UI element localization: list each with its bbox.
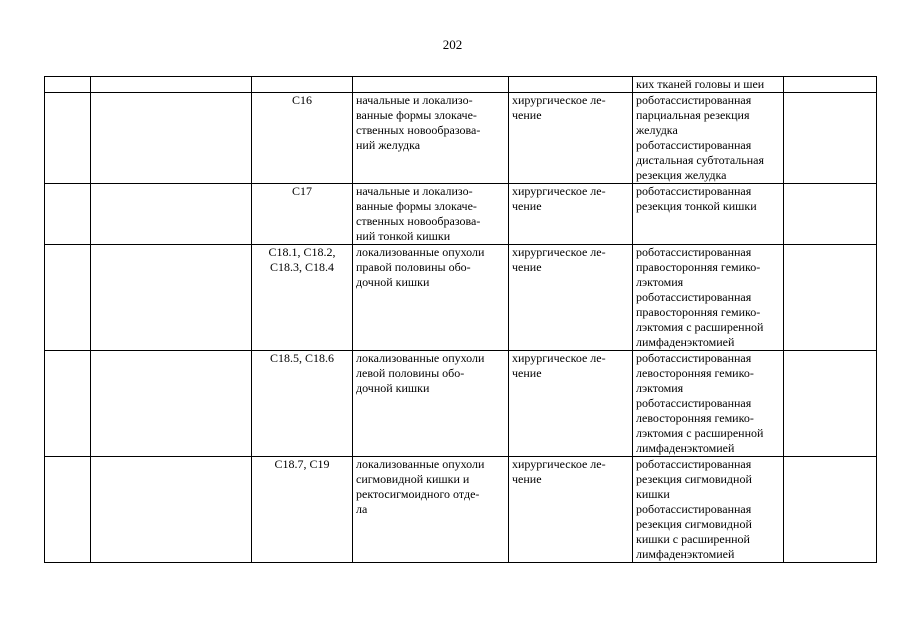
method-line: правосторонняя гемико- [636, 305, 761, 319]
cell-code [252, 457, 353, 563]
disease-line: ний желудка [356, 138, 421, 152]
table-row-continuation [45, 77, 877, 93]
disease-line: сигмовидной кишки и [356, 472, 470, 486]
treatment-type-line: хирургическое ле- [512, 457, 606, 471]
method-line: лэктомия [636, 381, 684, 395]
treatment-type-line: чение [512, 366, 542, 380]
cell-method [633, 351, 784, 457]
table-row [45, 93, 877, 184]
disease-line: дочной кишки [356, 381, 430, 395]
cell-code [252, 93, 353, 184]
method-line: лэктомия с расширенной [636, 426, 764, 440]
cell-profile [91, 93, 252, 184]
method-line: резекция тонкой кишки [636, 199, 757, 213]
cell-code [252, 351, 353, 457]
method-line: роботассистированная [636, 93, 752, 107]
disease-line: локализованные опухоли [356, 351, 485, 365]
method-line: кишки с расширенной [636, 532, 750, 546]
cell-method [633, 457, 784, 563]
disease-line: ний тонкой кишки [356, 229, 451, 243]
page-number: 202 [442, 37, 463, 52]
treatment-type-line: хирургическое ле- [512, 351, 606, 365]
cell-profile [91, 457, 252, 563]
method-line: роботассистированная [636, 351, 752, 365]
cell-disease [353, 245, 509, 351]
method-line: резекция сигмовидной [636, 517, 752, 531]
cell-code [252, 77, 353, 93]
cell-profile [91, 77, 252, 93]
cell-norm [784, 184, 877, 245]
method-line: роботассистированная [636, 138, 752, 152]
method-line: лимфаденэктомией [636, 335, 735, 349]
cell-disease [353, 184, 509, 245]
cell-norm [784, 351, 877, 457]
cell-method [633, 77, 784, 93]
disease-line: локализованные опухоли [356, 457, 485, 471]
method-line: дистальная субтотальная [636, 153, 764, 167]
cell-norm [784, 77, 877, 93]
cell-method [633, 184, 784, 245]
disease-line: ванные формы злокаче- [356, 199, 477, 213]
disease-line: ванные формы злокаче- [356, 108, 477, 122]
treatment-type-line: чение [512, 199, 542, 213]
treatment-type-line: чение [512, 108, 542, 122]
method-line: лэктомия с расширенной [636, 320, 764, 334]
method-line: резекция сигмовидной [636, 472, 752, 486]
medical-care-table [44, 76, 877, 563]
method-line: роботассистированная [636, 245, 752, 259]
method-line: правосторонняя гемико- [636, 260, 761, 274]
method-line: роботассистированная [636, 184, 752, 198]
method-line: желудка [636, 123, 678, 137]
cell-treatment-type [509, 457, 633, 563]
cell-number [45, 351, 91, 457]
cell-disease [353, 351, 509, 457]
cell-number [45, 245, 91, 351]
method-line: ких тканей головы и шеи [636, 77, 765, 91]
disease-line: ственных новообразова- [356, 123, 481, 137]
code-line: C18.5, C18.6 [269, 351, 334, 365]
disease-line: начальные и локализо- [356, 184, 473, 198]
cell-code [252, 245, 353, 351]
method-line: роботассистированная [636, 502, 752, 516]
disease-line: ла [356, 502, 368, 516]
treatment-type-line: хирургическое ле- [512, 184, 606, 198]
cell-code [252, 184, 353, 245]
treatment-type-line: чение [512, 472, 542, 486]
disease-line: левой половины обо- [356, 366, 465, 380]
cell-treatment-type [509, 77, 633, 93]
disease-line: ректосигмоидного отде- [356, 487, 480, 501]
code-line: C18.1, C18.2, [268, 245, 336, 259]
method-line: лимфаденэктомией [636, 547, 735, 561]
method-line: левосторонняя гемико- [636, 411, 754, 425]
cell-treatment-type [509, 351, 633, 457]
code-line: C18.7, C19 [274, 457, 330, 471]
method-line: левосторонняя гемико- [636, 366, 754, 380]
cell-disease [353, 77, 509, 93]
method-line: парциальная резекция [636, 108, 750, 122]
method-line: лэктомия [636, 275, 684, 289]
method-line: лимфаденэктомией [636, 441, 735, 455]
table-row [45, 351, 877, 457]
method-line: резекция желудка [636, 168, 727, 182]
table-row [45, 184, 877, 245]
cell-profile [91, 184, 252, 245]
cell-number [45, 77, 91, 93]
cell-profile [91, 351, 252, 457]
cell-method [633, 245, 784, 351]
cell-treatment-type [509, 93, 633, 184]
cell-treatment-type [509, 184, 633, 245]
cell-norm [784, 457, 877, 563]
disease-line: дочной кишки [356, 275, 430, 289]
treatment-type-line: хирургическое ле- [512, 245, 606, 259]
method-line: кишки [636, 487, 670, 501]
disease-line: правой половины обо- [356, 260, 471, 274]
cell-number [45, 457, 91, 563]
code-line: C18.3, C18.4 [269, 260, 334, 274]
table-row [45, 245, 877, 351]
disease-line: ственных новообразова- [356, 214, 481, 228]
cell-disease [353, 93, 509, 184]
cell-profile [91, 245, 252, 351]
disease-line: локализованные опухоли [356, 245, 485, 259]
method-line: роботассистированная [636, 457, 752, 471]
treatment-type-line: хирургическое ле- [512, 93, 606, 107]
cell-norm [784, 93, 877, 184]
table-row [45, 457, 877, 563]
code-line: C17 [291, 184, 312, 198]
method-line: роботассистированная [636, 396, 752, 410]
cell-method [633, 93, 784, 184]
cell-number [45, 93, 91, 184]
cell-disease [353, 457, 509, 563]
cell-norm [784, 245, 877, 351]
cell-number [45, 184, 91, 245]
treatment-type-line: чение [512, 260, 542, 274]
cell-treatment-type [509, 245, 633, 351]
disease-line: начальные и локализо- [356, 93, 473, 107]
method-line: роботассистированная [636, 290, 752, 304]
code-line: C16 [291, 93, 312, 107]
